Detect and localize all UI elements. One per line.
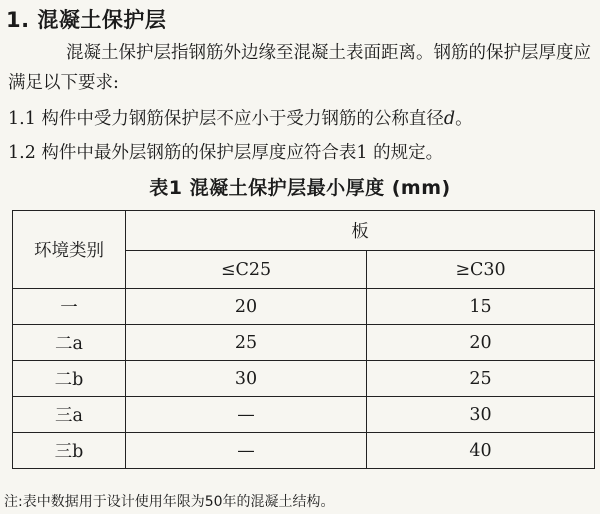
value-cell: 30 [126, 361, 367, 397]
column-header-cell: ≤C25 [126, 251, 367, 289]
table-row [13, 433, 595, 469]
table-row [13, 325, 595, 361]
section-title: 混凝土保护层 [37, 8, 167, 32]
category-cell: 三a [13, 397, 126, 433]
column-header-cell: ≥C30 [367, 251, 595, 289]
item-end: 。 [455, 109, 473, 129]
value-cell: 25 [126, 325, 367, 361]
value-cell: — [126, 433, 367, 469]
item-text: 构件中受力钢筋保护层不应小于受力钢筋的公称直径 [41, 109, 444, 129]
diameter-symbol: d [443, 109, 456, 129]
value-cell: 30 [367, 397, 595, 433]
category-cell: 三b [13, 433, 126, 469]
value-cell: — [126, 397, 367, 433]
requirement-item-2 [8, 138, 443, 168]
table-title: 表1 混凝土保护层最小厚度 (mm) [149, 177, 451, 199]
value-cell: 15 [367, 289, 595, 325]
value-cell: 20 [126, 289, 367, 325]
intro-paragraph: 混凝土保护层指钢筋外边缘至混凝土表面距离。钢筋的保护层厚度应满足以下要求: [8, 43, 591, 93]
table-row [13, 397, 595, 433]
row-header-cell: 环境类别 [13, 211, 126, 289]
item-number: 1.1 [8, 109, 36, 129]
item-number: 1.2 [8, 143, 36, 163]
requirement-item-1 [8, 104, 473, 134]
table-row [13, 361, 595, 397]
table-note: 注:表中数据用于设计使用年限为50年的混凝土结构。 [4, 494, 335, 510]
category-cell: 一 [13, 289, 126, 325]
section-number: 1. [6, 8, 30, 32]
category-cell: 二a [13, 325, 126, 361]
value-cell: 40 [367, 433, 595, 469]
group-header-cell: 板 [126, 211, 595, 251]
table-header-row [13, 211, 595, 251]
table-row [13, 289, 595, 325]
category-cell: 二b [13, 361, 126, 397]
item-text: 构件中最外层钢筋的保护层厚度应符合表1 的规定。 [41, 143, 444, 163]
value-cell: 25 [367, 361, 595, 397]
section-heading [6, 4, 166, 34]
cover-thickness-table [12, 210, 595, 469]
value-cell: 20 [367, 325, 595, 361]
